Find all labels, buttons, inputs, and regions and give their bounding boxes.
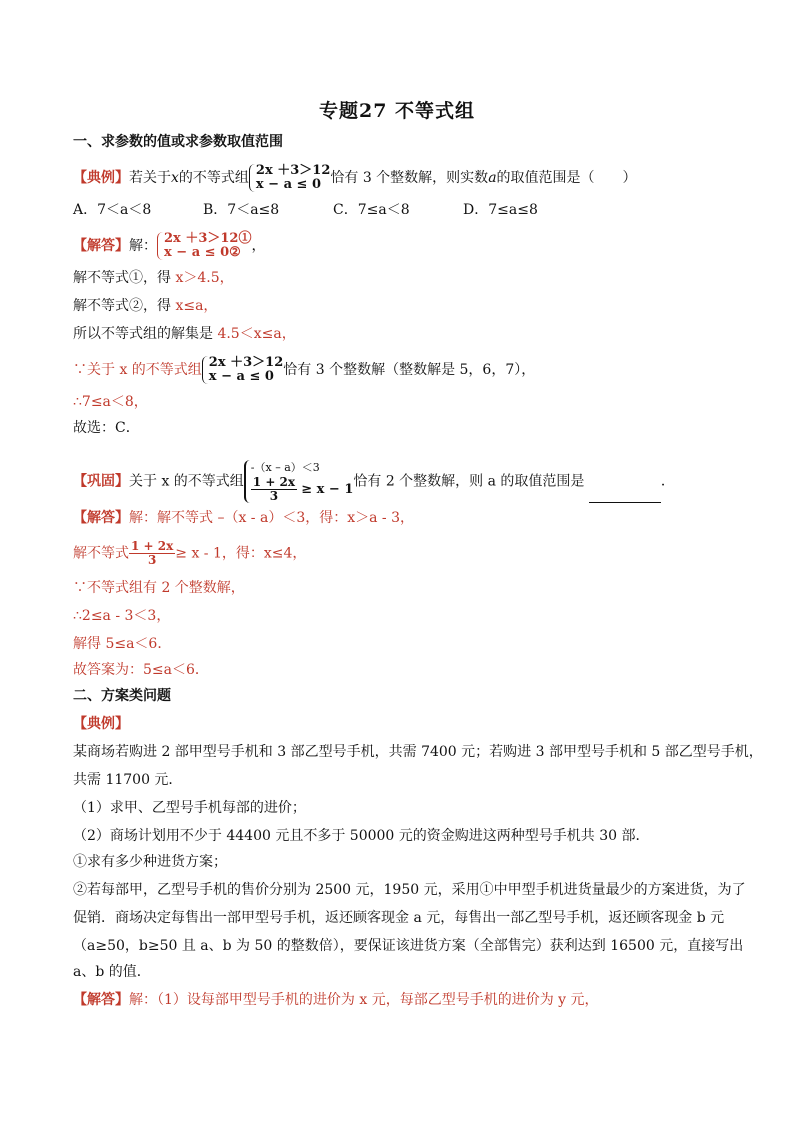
math: 4.5＜x≤a， [217, 326, 296, 342]
consolidation-question [73, 460, 733, 503]
system-row-1: 2x ＋3＞12 [208, 355, 284, 370]
inequality-system [202, 356, 283, 384]
solution-line: 解得 5≤a＜6． [73, 636, 172, 652]
system-row-2 [251, 476, 354, 503]
system-row-1: 2x ＋3＞12① [164, 231, 252, 246]
denominator: 3 [147, 553, 157, 567]
paragraph-line: 共需 11700 元． [73, 772, 183, 788]
question-2a: ①求有多少种进货方案； [73, 854, 227, 870]
option-d: D．7≤a≤8 [463, 202, 538, 218]
example-tag: 【典例】 [73, 716, 129, 732]
system-row-1: -（x – a）＜3 [250, 461, 320, 474]
text: 解： [129, 238, 157, 254]
solution-line [73, 268, 733, 288]
denominator: 3 [269, 489, 279, 503]
example-tag: 【典例】 [73, 170, 129, 186]
text: 的不等式组 [178, 170, 249, 186]
text: 恰有 3 个整数解，则实数 [330, 170, 489, 186]
math: x＞4.5， [175, 270, 234, 286]
solution-line [73, 990, 733, 1010]
text: 所以不等式组的解集是 [73, 326, 218, 342]
text: 解不等式②，得 [73, 298, 176, 314]
system-row-2: x − a ≤ 0 [208, 369, 274, 384]
consolidation-tag: 【巩固】 [73, 473, 129, 490]
var-a: a [488, 170, 497, 186]
text: 解：解不等式 –（x - a）＜3，得：x＞a - 3， [129, 510, 415, 526]
text: 关于 x 的不等式组 [129, 473, 244, 490]
solution-line [73, 508, 733, 528]
math: x≤a， [175, 298, 218, 314]
section-2-heading: 二、方案类问题 [73, 688, 171, 704]
text: 若关于 [129, 170, 171, 186]
brace [249, 164, 256, 192]
text: ∵关于 x 的不等式组 [73, 362, 202, 378]
system-row-2: x − a ≤ 0 [255, 177, 322, 192]
text: ≥ x - 1，得：x≤4， [175, 545, 307, 562]
brace [202, 356, 209, 384]
paragraph-line: 某商场若购进 2 部甲型号手机和 3 部乙型号手机，共需 7400 元；若购进 3 部甲型号手机和 5 部乙型号手机， [73, 744, 763, 760]
text: ． [660, 473, 675, 490]
question-2b: （a≥50，b≥50 且 a、b 为 50 的整数倍），要保证该进货方案（全部售完）获利达到 16500 元，直接写出 [73, 938, 744, 954]
solution-line [73, 324, 733, 344]
solution-line [73, 356, 733, 384]
numerator: 1 + 2x [131, 539, 174, 553]
text: 的取值范围是（ ） [496, 170, 637, 186]
brace [157, 232, 164, 260]
text: 恰有 3 个整数解（整数解是 5，6，7）， [283, 362, 536, 378]
solution-line: ∵不等式组有 2 个整数解， [73, 580, 245, 596]
text: 解不等式 [73, 545, 129, 562]
text: 恰有 2 个整数解，则 a 的取值范围是 [353, 473, 585, 490]
system-row-1: 2x ＋3＞12 [255, 163, 331, 178]
answer-blank [589, 488, 661, 503]
solution-line: ∴7≤a＜8， [73, 394, 148, 410]
fraction [251, 476, 297, 503]
option-c: C．7≤a＜8 [333, 202, 410, 218]
page-title: 专题27 不等式组 [318, 100, 476, 122]
option-b: B．7＜a≤8 [203, 202, 280, 218]
solution-tag: 【解答】 [73, 992, 129, 1008]
solution-1-start [73, 232, 733, 260]
inequality-system [244, 460, 354, 503]
option-a: A．7＜a＜8 [73, 202, 152, 218]
solution-line [73, 540, 733, 567]
system-row-2: x − a ≤ 0② [164, 245, 241, 260]
example-1-question [73, 164, 733, 192]
section-1-heading: 一、求参数的值或求参数取值范围 [73, 134, 283, 150]
text: ， [251, 238, 266, 254]
question-2b: a、b 的值． [73, 964, 151, 980]
solution-line: ∴2≤a - 3＜3， [73, 608, 171, 624]
numerator: 1 + 2x [252, 475, 296, 489]
answer-options [73, 200, 733, 220]
solution-line: 故答案为：5≤a＜6． [73, 662, 209, 678]
solution-line: 故选：C． [73, 420, 140, 436]
inequality-system [157, 232, 251, 260]
solution-tag: 【解答】 [73, 510, 129, 526]
question-2b: 促销．商场决定每售出一部甲型号手机，返还顾客现金 a 元，每售出一部乙型号手机，返还顾客现金 b 元 [73, 910, 725, 926]
var-x: x [171, 170, 179, 186]
text: 解不等式①，得 [73, 270, 176, 286]
question-2: （2）商场计划用不少于 44400 元且不多于 50000 元的资金购进这两种型号手机共 30 部． [73, 828, 650, 844]
text: 解：（1）设每部甲型号手机的进价为 x 元，每部乙型号手机的进价为 y 元， [129, 992, 599, 1008]
solution-line [73, 296, 733, 316]
fraction [129, 540, 175, 567]
question-1: （1）求甲、乙型号手机每部的进价； [73, 800, 306, 816]
solution-tag: 【解答】 [73, 238, 129, 254]
brace [244, 460, 252, 503]
text: ≥ x − 1 [301, 482, 354, 497]
question-2b: ②若每部甲，乙型号手机的售价分别为 2500 元，1950 元，采用①中甲型手机进货量最少的方案进货，为了 [73, 882, 746, 898]
inequality-system [249, 164, 330, 192]
